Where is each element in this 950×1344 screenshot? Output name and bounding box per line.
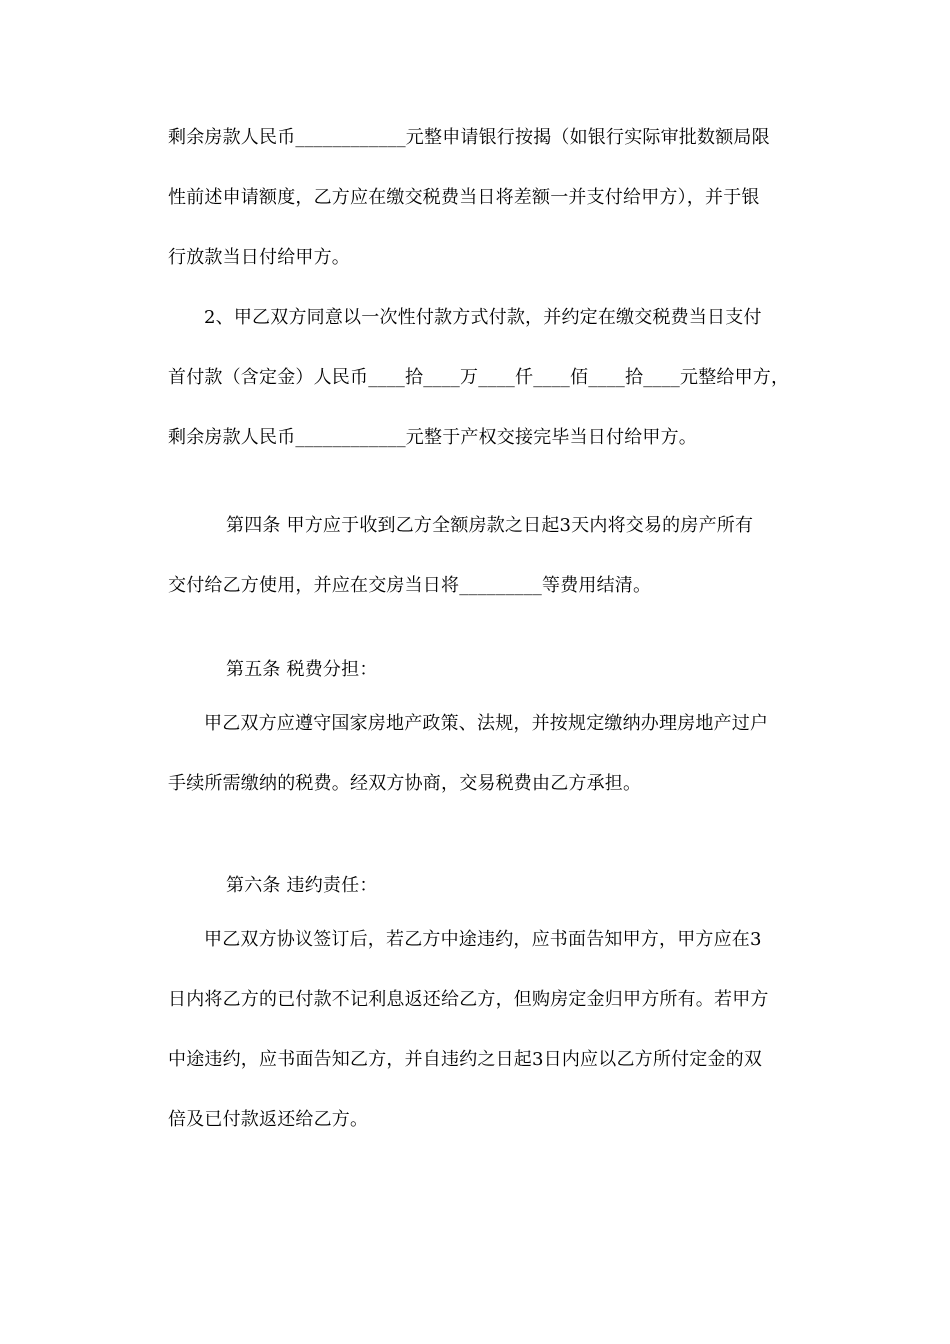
paragraph-line: 剩余房款人民币____________元整于产权交接完毕当日付给甲方。	[168, 427, 697, 448]
paragraph-line: 甲乙双方协议签订后，若乙方中途违约，应书面告知甲方，甲方应在3	[204, 929, 762, 950]
paragraph-line: 中途违约，应书面告知乙方，并自违约之日起3日内应以乙方所付定金的双	[168, 1049, 763, 1070]
paragraph-line: 性前述申请额度，乙方应在缴交税费当日将差额一并支付给甲方），并于银	[168, 187, 760, 208]
paragraph-line: 2、甲乙双方同意以一次性付款方式付款，并约定在缴交税费当日支付	[204, 307, 762, 328]
article-5-heading: 第五条 税费分担：	[226, 659, 378, 680]
paragraph-line: 日内将乙方的已付款不记利息返还给乙方，但购房定金归甲方所有。若甲方	[168, 989, 769, 1010]
paragraph-line: 甲乙双方应遵守国家房地产政策、法规，并按规定缴纳办理房地产过户	[204, 713, 769, 734]
paragraph-line: 剩余房款人民币____________元整申请银行按揭（如银行实际审批数额局限	[168, 127, 770, 148]
article-6-heading: 第六条 违约责任：	[226, 875, 378, 896]
paragraph-line: 行放款当日付给甲方。	[168, 247, 350, 268]
article-4-heading-line: 第四条 甲方应于收到乙方全额房款之日起3天内将交易的房产所有	[226, 515, 754, 536]
paragraph-line: 手续所需缴纳的税费。经双方协商，交易税费由乙方承担。	[168, 773, 642, 794]
paragraph-line: 首付款（含定金）人民币____拾____万____仟____佰____拾____元整给甲方，	[168, 367, 790, 388]
paragraph-line: 倍及已付款返还给乙方。	[168, 1109, 369, 1130]
paragraph-line: 交付给乙方使用，并应在交房当日将_________等费用结清。	[168, 575, 652, 596]
